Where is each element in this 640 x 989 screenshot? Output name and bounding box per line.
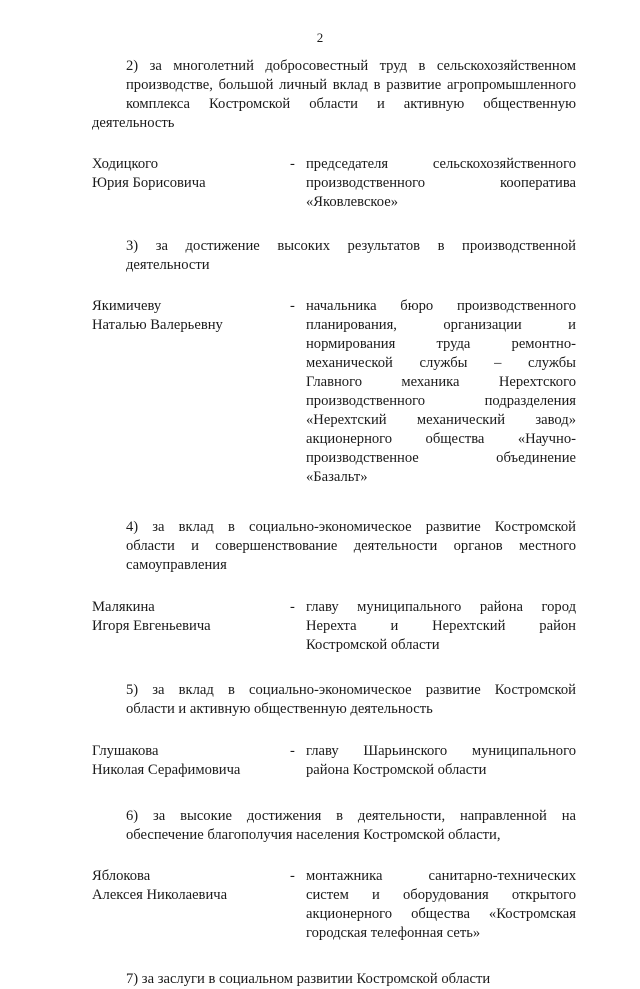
position-line: производственного кооператива bbox=[306, 175, 576, 191]
awardee-name-line: Якимичеву bbox=[92, 298, 162, 314]
position-line: планирования, организации и bbox=[306, 317, 576, 333]
page-number: 2 bbox=[316, 30, 324, 45]
awardee-name-line: Малякина bbox=[92, 599, 155, 615]
awardee-name bbox=[92, 297, 290, 487]
awardee-name bbox=[92, 598, 290, 655]
section-heading bbox=[92, 237, 576, 275]
position-line: главу муниципального района город bbox=[306, 599, 576, 615]
position-line: главу Шарьинского муниципального bbox=[306, 743, 576, 759]
awardee-name-line: Николая Серафимовича bbox=[92, 762, 241, 778]
heading-line: комплекса Костромской области и активную общественную деятельность bbox=[92, 96, 576, 131]
position-line: нормирования труда ремонтно- bbox=[306, 336, 576, 352]
awardee-name-line: Ходицкого bbox=[92, 156, 159, 172]
position-line: «Базальт» bbox=[306, 469, 368, 485]
awardee-name bbox=[92, 742, 290, 780]
heading-line: обеспечение благополучия населения Костромской области, bbox=[126, 827, 501, 843]
position-line: акционерного общества «Научно- bbox=[306, 431, 576, 447]
dash-separator: - bbox=[290, 156, 295, 172]
position-line: механической службы – службы bbox=[306, 355, 576, 371]
awardee-name bbox=[92, 867, 290, 943]
position-line: производственное объединение bbox=[306, 450, 576, 466]
awardee-name-line: Наталью Валерьевну bbox=[92, 317, 223, 333]
heading-line: 2) за многолетний добросовестный труд в сельскохозяйственном bbox=[126, 58, 576, 74]
position-line: председателя сельскохозяйственного bbox=[306, 156, 576, 172]
heading-line: производстве, большой личный вклад в развитие агропромышленного bbox=[126, 77, 576, 93]
position-line: городская телефонная сеть» bbox=[306, 925, 481, 941]
awardee-entry bbox=[92, 155, 576, 212]
awardee-entry bbox=[92, 297, 576, 487]
awardee-entry bbox=[92, 598, 576, 655]
awardee-position bbox=[306, 598, 576, 655]
heading-line: области и совершенствование деятельности органов местного bbox=[126, 538, 576, 554]
awardee-name-line: Яблокова bbox=[92, 868, 151, 884]
awardee-name bbox=[92, 155, 290, 212]
awardee-name-line: Глушакова bbox=[92, 743, 159, 759]
position-line: «Яковлевское» bbox=[306, 194, 399, 210]
heading-line: 3) за достижение высоких результатов в производственной bbox=[126, 238, 576, 254]
awardee-position bbox=[306, 297, 576, 487]
dash-separator: - bbox=[290, 868, 295, 884]
awardee-name-line: Юрия Борисовича bbox=[92, 175, 206, 191]
document-body bbox=[92, 57, 576, 989]
section-heading bbox=[92, 807, 576, 845]
dash-separator: - bbox=[290, 743, 295, 759]
heading-line: самоуправления bbox=[126, 557, 227, 573]
position-line: «Нерехтский механический завод» bbox=[306, 412, 576, 428]
section-heading bbox=[92, 681, 576, 719]
awardee-position bbox=[306, 742, 576, 780]
awardee-entry bbox=[92, 742, 576, 780]
section-heading bbox=[92, 518, 576, 575]
position-line: района Костромской области bbox=[306, 762, 487, 778]
position-line: Нерехта и Нерехтский район bbox=[306, 618, 576, 634]
awardee-entry bbox=[92, 867, 576, 943]
position-line: Главного механика Нерехтского bbox=[306, 374, 576, 390]
heading-line: области и активную общественную деятельность bbox=[126, 701, 433, 717]
heading-line: 5) за вклад в социально-экономическое развитие Костромской bbox=[126, 682, 576, 698]
awardee-name-line: Алексея Николаевича bbox=[92, 887, 228, 903]
section-heading bbox=[92, 57, 576, 133]
heading-line: 4) за вклад в социально-экономическое развитие Костромской bbox=[126, 519, 576, 535]
position-line: производственного подразделения bbox=[306, 393, 576, 409]
section-heading: 7) за заслуги в социальном развитии Костромской области bbox=[126, 971, 491, 987]
position-line: начальника бюро производственного bbox=[306, 298, 576, 314]
heading-line: деятельности bbox=[126, 257, 210, 273]
dash-separator: - bbox=[290, 599, 295, 615]
dash-separator: - bbox=[290, 298, 295, 314]
position-line: систем и оборудования открытого bbox=[306, 887, 576, 903]
position-line: монтажника санитарно-технических bbox=[306, 868, 576, 884]
awardee-position bbox=[306, 867, 576, 943]
heading-line: 6) за высокие достижения в деятельности, направленной на bbox=[126, 808, 576, 824]
awardee-position bbox=[306, 155, 576, 212]
position-line: акционерного общества «Костромская bbox=[306, 906, 576, 922]
awardee-name-line: Игоря Евгеньевича bbox=[92, 618, 211, 634]
position-line: Костромской области bbox=[306, 637, 440, 653]
